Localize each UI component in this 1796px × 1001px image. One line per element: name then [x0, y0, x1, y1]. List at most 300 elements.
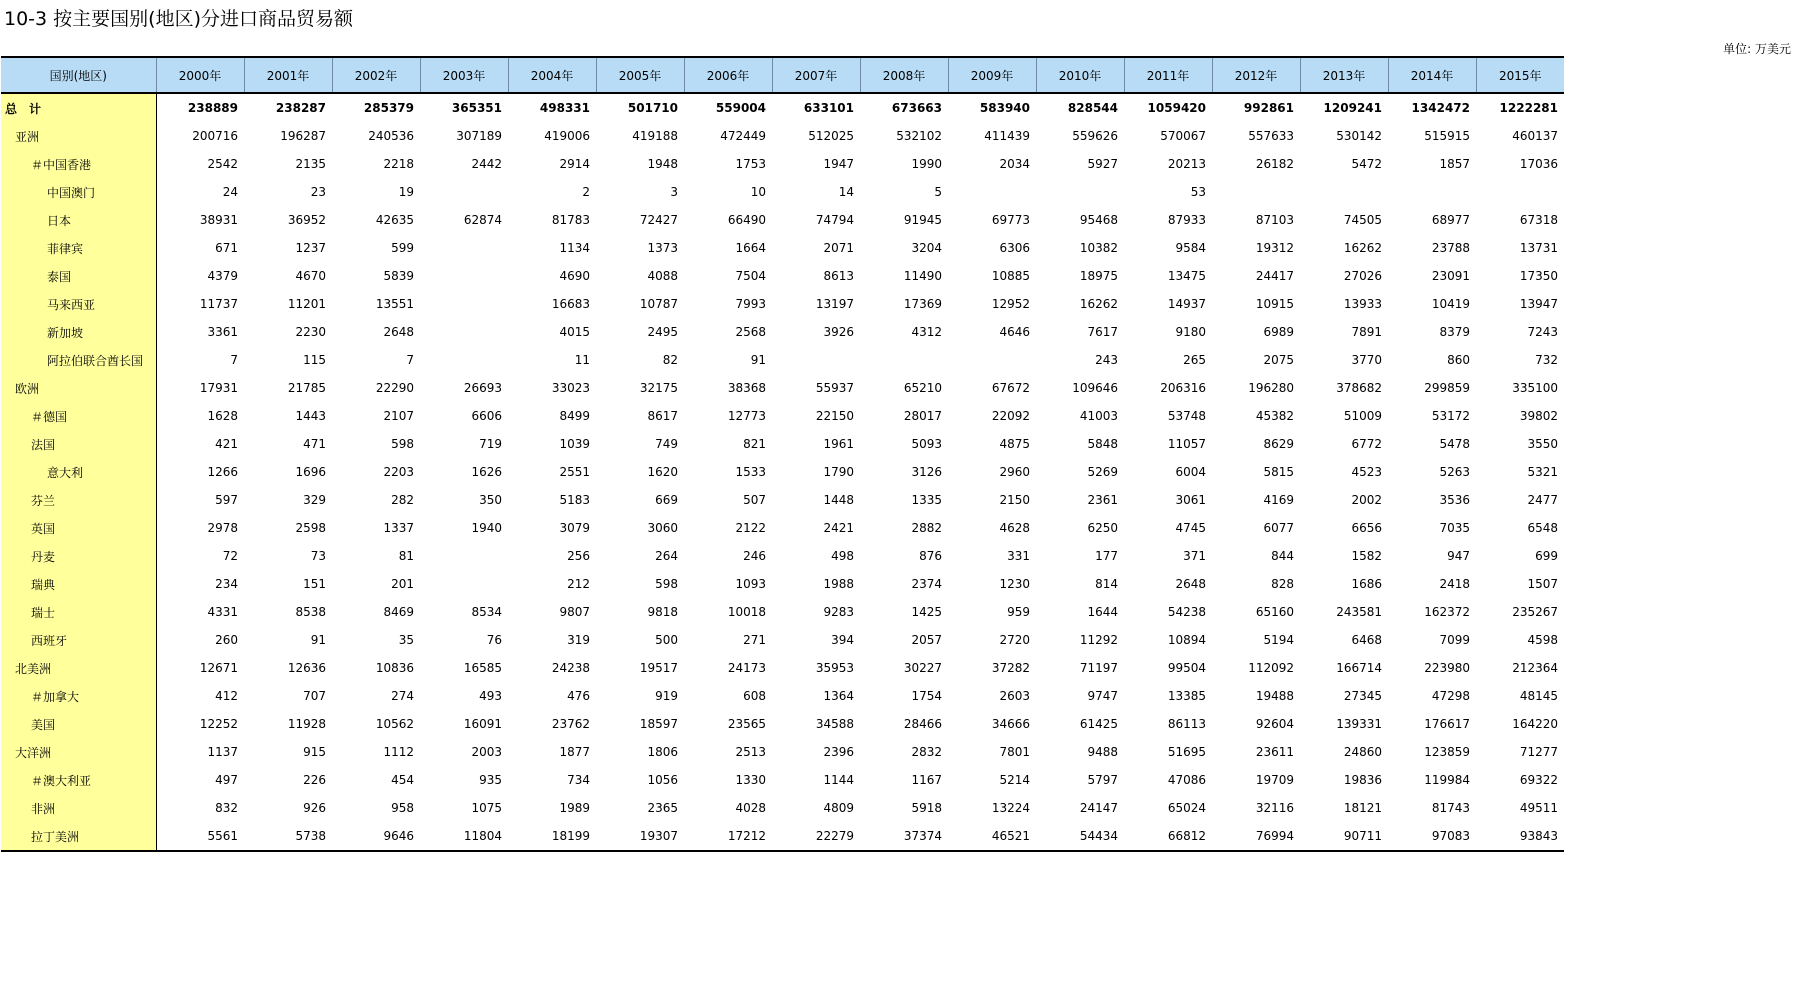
value-cell: 719 [479, 437, 502, 451]
header-year: 2000年 [156, 57, 244, 93]
value-cell: 234 [215, 577, 238, 591]
value-cell: 2720 [999, 633, 1030, 647]
value-cell: 3204 [911, 241, 942, 255]
value-cell: 2396 [823, 745, 854, 759]
value-cell: 47298 [1431, 689, 1470, 703]
value-cell: 2122 [735, 521, 766, 535]
header-year: 2013年 [1300, 57, 1388, 93]
value-cell: 1443 [295, 409, 326, 423]
value-cell: 507 [743, 493, 766, 507]
value-cell: 1507 [1527, 577, 1558, 591]
value-cell: 335100 [1512, 381, 1558, 395]
value-cell: 13947 [1519, 297, 1558, 311]
value-cell: 45382 [1255, 409, 1294, 423]
value-cell: 844 [1271, 549, 1294, 563]
country-name: 总 计 [1, 93, 156, 122]
value-cell: 176617 [1424, 717, 1470, 731]
value-cell: 1056 [647, 773, 678, 787]
value-cell: 671 [215, 241, 238, 255]
value-cell: 35 [398, 633, 414, 647]
value-cell: 2914 [559, 157, 590, 171]
value-cell: 27026 [1343, 269, 1382, 283]
value-cell: 13551 [375, 297, 414, 311]
value-cell: 7099 [1439, 633, 1470, 647]
value-cell: 1373 [647, 241, 678, 255]
header-year: 2014年 [1388, 57, 1476, 93]
header-year: 2010年 [1036, 57, 1124, 93]
country-name: 大洋洲 [1, 738, 156, 766]
value-cell: 6250 [1087, 521, 1118, 535]
value-cell: 2598 [295, 521, 326, 535]
value-cell: 240536 [368, 129, 414, 143]
value-cell: 1222281 [1499, 101, 1558, 115]
value-cell: 48145 [1519, 689, 1558, 703]
value-cell: 243 [1095, 353, 1118, 367]
value-cell: 23565 [727, 717, 766, 731]
header-year: 2006年 [684, 57, 772, 93]
value-cell: 411439 [984, 129, 1030, 143]
table-row [1, 206, 1564, 234]
value-cell: 3060 [647, 521, 678, 535]
value-cell: 4745 [1175, 521, 1206, 535]
value-cell: 919 [655, 689, 678, 703]
value-cell: 498331 [539, 101, 590, 115]
value-cell: 959 [1007, 605, 1030, 619]
value-cell: 24238 [551, 661, 590, 675]
value-cell: 10 [750, 185, 766, 199]
value-cell: 10915 [1255, 297, 1294, 311]
value-cell: 1112 [383, 745, 414, 759]
value-cell: 23 [310, 185, 326, 199]
value-cell: 9646 [332, 822, 420, 851]
value-cell: 24860 [1343, 745, 1382, 759]
value-cell: 246 [743, 549, 766, 563]
value-cell: 164220 [1512, 717, 1558, 731]
country-name: ＃中国香港 [1, 150, 156, 178]
value-cell: 11928 [287, 717, 326, 731]
value-cell: 497 [215, 773, 238, 787]
value-cell: 46521 [948, 822, 1036, 851]
value-cell: 115 [303, 353, 326, 367]
value-cell: 4670 [295, 269, 326, 283]
value-cell: 38368 [727, 381, 766, 395]
value-cell: 74794 [815, 213, 854, 227]
value-cell: 419006 [544, 129, 590, 143]
value-cell: 2365 [647, 801, 678, 815]
value-cell: 365351 [451, 101, 502, 115]
country-name: ＃德国 [1, 402, 156, 430]
value-cell [948, 346, 1036, 374]
value-cell: 37282 [991, 661, 1030, 675]
value-cell: 2882 [911, 521, 942, 535]
value-cell: 16262 [1343, 241, 1382, 255]
value-cell: 53748 [1167, 409, 1206, 423]
value-cell: 412 [215, 689, 238, 703]
value-cell: 5093 [911, 437, 942, 451]
value-cell: 1961 [823, 437, 854, 451]
value-cell: 11 [574, 353, 590, 367]
value-cell: 476 [567, 689, 590, 703]
value-cell: 2075 [1263, 353, 1294, 367]
value-cell [948, 178, 1036, 206]
value-cell: 19709 [1255, 773, 1294, 787]
value-cell: 371 [1183, 549, 1206, 563]
value-cell: 212 [567, 577, 590, 591]
value-cell: 27345 [1343, 689, 1382, 703]
value-cell: 17369 [903, 297, 942, 311]
country-name: 英国 [1, 514, 156, 542]
value-cell: 201 [391, 577, 414, 591]
value-cell: 10562 [375, 717, 414, 731]
table-row [1, 402, 1564, 430]
table-row [1, 542, 1564, 570]
value-cell: 151 [303, 577, 326, 591]
value-cell: 10885 [991, 269, 1030, 283]
value-cell: 460137 [1512, 129, 1558, 143]
value-cell: 500 [655, 633, 678, 647]
value-cell: 699 [1535, 549, 1558, 563]
value-cell: 67318 [1519, 213, 1558, 227]
value-cell: 6548 [1527, 521, 1558, 535]
value-cell: 915 [303, 745, 326, 759]
value-cell: 6004 [1175, 465, 1206, 479]
value-cell: 1620 [647, 465, 678, 479]
value-cell: 162372 [1424, 605, 1470, 619]
value-cell: 378682 [1336, 381, 1382, 395]
value-cell: 26182 [1255, 157, 1294, 171]
country-name: 拉丁美洲 [1, 822, 156, 851]
value-cell: 501710 [627, 101, 678, 115]
header-year: 2003年 [420, 57, 508, 93]
value-cell: 123859 [1424, 745, 1470, 759]
value-cell: 81743 [1431, 801, 1470, 815]
country-name: 欧洲 [1, 374, 156, 402]
value-cell: 1806 [647, 745, 678, 759]
value-cell: 992861 [1243, 101, 1294, 115]
value-cell: 243581 [1336, 605, 1382, 619]
value-cell: 947 [1447, 549, 1470, 563]
value-cell: 597 [215, 493, 238, 507]
value-cell: 32116 [1255, 801, 1294, 815]
table-row [1, 598, 1564, 626]
value-cell: 673663 [891, 101, 942, 115]
value-cell: 350 [479, 493, 502, 507]
value-cell: 512025 [808, 129, 854, 143]
value-cell: 73 [310, 549, 326, 563]
value-cell: 633101 [803, 101, 854, 115]
value-cell: 598 [655, 577, 678, 591]
value-cell: 559004 [715, 101, 766, 115]
table-row [1, 93, 1564, 122]
value-cell: 8617 [647, 409, 678, 423]
value-cell: 3361 [207, 325, 238, 339]
value-cell: 1335 [911, 493, 942, 507]
value-cell: 11490 [903, 269, 942, 283]
value-cell: 7 [230, 353, 238, 367]
value-cell: 11201 [287, 297, 326, 311]
value-cell: 1364 [823, 689, 854, 703]
value-cell: 1790 [823, 465, 854, 479]
value-cell: 926 [303, 801, 326, 815]
value-cell: 87103 [1255, 213, 1294, 227]
value-cell: 9818 [647, 605, 678, 619]
table-row [1, 570, 1564, 598]
value-cell: 34588 [815, 717, 854, 731]
value-cell: 7504 [735, 269, 766, 283]
value-cell: 2978 [207, 521, 238, 535]
value-cell: 23788 [1431, 241, 1470, 255]
value-cell: 5815 [1263, 465, 1294, 479]
value-cell: 557633 [1248, 129, 1294, 143]
value-cell: 22290 [375, 381, 414, 395]
value-cell: 61425 [1079, 717, 1118, 731]
value-cell: 2218 [383, 157, 414, 171]
country-name: ＃澳大利亚 [1, 766, 156, 794]
value-cell: 93843 [1476, 822, 1564, 851]
value-cell: 62874 [463, 213, 502, 227]
value-cell: 20213 [1167, 157, 1206, 171]
value-cell: 6306 [999, 241, 1030, 255]
value-cell: 9488 [1087, 745, 1118, 759]
value-cell: 17931 [199, 381, 238, 395]
value-cell: 1533 [735, 465, 766, 479]
table-row [1, 486, 1564, 514]
value-cell: 2421 [823, 521, 854, 535]
value-cell: 2057 [911, 633, 942, 647]
value-cell: 821 [743, 437, 766, 451]
value-cell: 1448 [823, 493, 854, 507]
value-cell: 23611 [1255, 745, 1294, 759]
value-cell [420, 178, 508, 206]
value-cell: 3061 [1175, 493, 1206, 507]
value-cell: 24417 [1255, 269, 1294, 283]
value-cell: 1059420 [1147, 101, 1206, 115]
value-cell: 87933 [1167, 213, 1206, 227]
value-cell: 19488 [1255, 689, 1294, 703]
value-cell: 8499 [559, 409, 590, 423]
value-cell: 3770 [1351, 353, 1382, 367]
value-cell: 570067 [1160, 129, 1206, 143]
value-cell: 4598 [1527, 633, 1558, 647]
value-cell: 3 [670, 185, 678, 199]
value-cell: 12636 [287, 661, 326, 675]
value-cell: 1137 [207, 745, 238, 759]
value-cell: 1857 [1439, 157, 1470, 171]
value-cell: 734 [567, 773, 590, 787]
value-cell: 2 [582, 185, 590, 199]
value-cell [1476, 178, 1564, 206]
value-cell: 82 [662, 353, 678, 367]
value-cell: 4628 [999, 521, 1030, 535]
value-cell [1300, 178, 1388, 206]
value-cell: 10419 [1431, 297, 1470, 311]
value-cell: 5918 [911, 801, 942, 815]
value-cell: 177 [1095, 549, 1118, 563]
value-cell: 5848 [1087, 437, 1118, 451]
value-cell: 1093 [735, 577, 766, 591]
value-cell [1212, 178, 1300, 206]
value-cell: 2203 [383, 465, 414, 479]
value-cell: 1988 [823, 577, 854, 591]
value-cell: 1940 [471, 521, 502, 535]
value-cell: 13385 [1167, 689, 1206, 703]
table-row [1, 710, 1564, 738]
value-cell: 3536 [1439, 493, 1470, 507]
value-cell: 271 [743, 633, 766, 647]
value-cell: 65160 [1255, 605, 1294, 619]
value-cell: 5269 [1087, 465, 1118, 479]
value-cell: 285379 [363, 101, 414, 115]
value-cell: 1039 [559, 437, 590, 451]
value-cell: 599 [391, 241, 414, 255]
value-cell: 4379 [207, 269, 238, 283]
value-cell: 282 [391, 493, 414, 507]
value-cell: 139331 [1336, 717, 1382, 731]
value-cell: 6989 [1263, 325, 1294, 339]
value-cell: 212364 [1512, 661, 1558, 675]
value-cell: 36952 [287, 213, 326, 227]
value-cell: 1626 [471, 465, 502, 479]
value-cell: 5839 [383, 269, 414, 283]
value-cell: 814 [1095, 577, 1118, 591]
value-cell: 4690 [559, 269, 590, 283]
value-cell: 2135 [295, 157, 326, 171]
value-cell: 86113 [1167, 717, 1206, 731]
value-cell: 196280 [1248, 381, 1294, 395]
value-cell: 42635 [375, 213, 414, 227]
value-cell: 16262 [1079, 297, 1118, 311]
value-cell: 1696 [295, 465, 326, 479]
value-cell: 22150 [815, 409, 854, 423]
value-cell: 13933 [1343, 297, 1382, 311]
value-cell: 2442 [471, 157, 502, 171]
value-cell: 1582 [1351, 549, 1382, 563]
value-cell: 1209241 [1323, 101, 1382, 115]
value-cell: 1337 [383, 521, 414, 535]
value-cell: 2960 [999, 465, 1030, 479]
table-row [1, 290, 1564, 318]
value-cell: 6656 [1351, 521, 1382, 535]
value-cell: 196287 [280, 129, 326, 143]
value-cell: 19312 [1255, 241, 1294, 255]
value-cell: 95468 [1079, 213, 1118, 227]
country-name: 马来西亚 [1, 290, 156, 318]
header-year: 2004年 [508, 57, 596, 93]
value-cell: 4523 [1351, 465, 1382, 479]
value-cell: 7801 [999, 745, 1030, 759]
value-cell: 5 [934, 185, 942, 199]
value-cell: 2568 [735, 325, 766, 339]
value-cell: 18597 [639, 717, 678, 731]
header-country: 国别(地区) [1, 57, 156, 93]
value-cell: 515915 [1424, 129, 1470, 143]
value-cell: 23762 [551, 717, 590, 731]
value-cell: 5183 [559, 493, 590, 507]
value-cell: 16091 [463, 717, 502, 731]
value-cell: 8629 [1263, 437, 1294, 451]
value-cell [420, 570, 508, 598]
value-cell: 2648 [1175, 577, 1206, 591]
value-cell: 274 [391, 689, 414, 703]
value-cell: 30227 [903, 661, 942, 675]
value-cell: 11057 [1167, 437, 1206, 451]
value-cell: 1989 [559, 801, 590, 815]
value-cell: 1266 [207, 465, 238, 479]
value-cell: 24173 [727, 661, 766, 675]
country-name: 泰国 [1, 262, 156, 290]
table-row [1, 682, 1564, 710]
value-cell: 72 [222, 549, 238, 563]
value-cell: 8538 [295, 605, 326, 619]
trade-table [1, 56, 1564, 852]
table-row [1, 458, 1564, 486]
value-cell: 238889 [187, 101, 238, 115]
value-cell: 2002 [1351, 493, 1382, 507]
value-cell: 6606 [471, 409, 502, 423]
value-cell: 2418 [1439, 577, 1470, 591]
value-cell: 4646 [999, 325, 1030, 339]
header-year: 2012年 [1212, 57, 1300, 93]
value-cell: 2374 [911, 577, 942, 591]
value-cell [1036, 178, 1124, 206]
value-cell: 2230 [295, 325, 326, 339]
value-cell: 12773 [727, 409, 766, 423]
value-cell: 91 [310, 633, 326, 647]
value-cell: 3126 [911, 465, 942, 479]
value-cell [420, 542, 508, 570]
value-cell: 419188 [632, 129, 678, 143]
table-row [1, 794, 1564, 822]
value-cell [1388, 178, 1476, 206]
value-cell: 10894 [1167, 633, 1206, 647]
value-cell: 1134 [559, 241, 590, 255]
value-cell: 2071 [823, 241, 854, 255]
value-cell: 41003 [1079, 409, 1118, 423]
table-row [1, 654, 1564, 682]
country-name: 新加坡 [1, 318, 156, 346]
value-cell: 732 [1535, 353, 1558, 367]
value-cell: 68977 [1431, 213, 1470, 227]
value-cell: 8379 [1439, 325, 1470, 339]
value-cell: 8613 [823, 269, 854, 283]
value-cell [772, 346, 860, 374]
value-cell: 9747 [1087, 689, 1118, 703]
value-cell: 92604 [1255, 717, 1294, 731]
value-cell: 53172 [1431, 409, 1470, 423]
value-cell: 26693 [463, 381, 502, 395]
value-cell: 1754 [911, 689, 942, 703]
header-year: 2009年 [948, 57, 1036, 93]
value-cell: 5214 [999, 773, 1030, 787]
value-cell: 11292 [1079, 633, 1118, 647]
table-row [1, 374, 1564, 402]
value-cell: 13475 [1167, 269, 1206, 283]
value-cell: 331 [1007, 549, 1030, 563]
value-cell [420, 346, 508, 374]
value-cell: 2542 [207, 157, 238, 171]
value-cell: 1330 [735, 773, 766, 787]
value-cell: 4809 [823, 801, 854, 815]
value-cell: 2603 [999, 689, 1030, 703]
value-cell: 55937 [815, 381, 854, 395]
value-cell [420, 318, 508, 346]
value-cell: 559626 [1072, 129, 1118, 143]
value-cell: 260 [215, 633, 238, 647]
value-cell: 24 [222, 185, 238, 199]
table-row [1, 178, 1564, 206]
value-cell: 3079 [559, 521, 590, 535]
country-name: 芬兰 [1, 486, 156, 514]
